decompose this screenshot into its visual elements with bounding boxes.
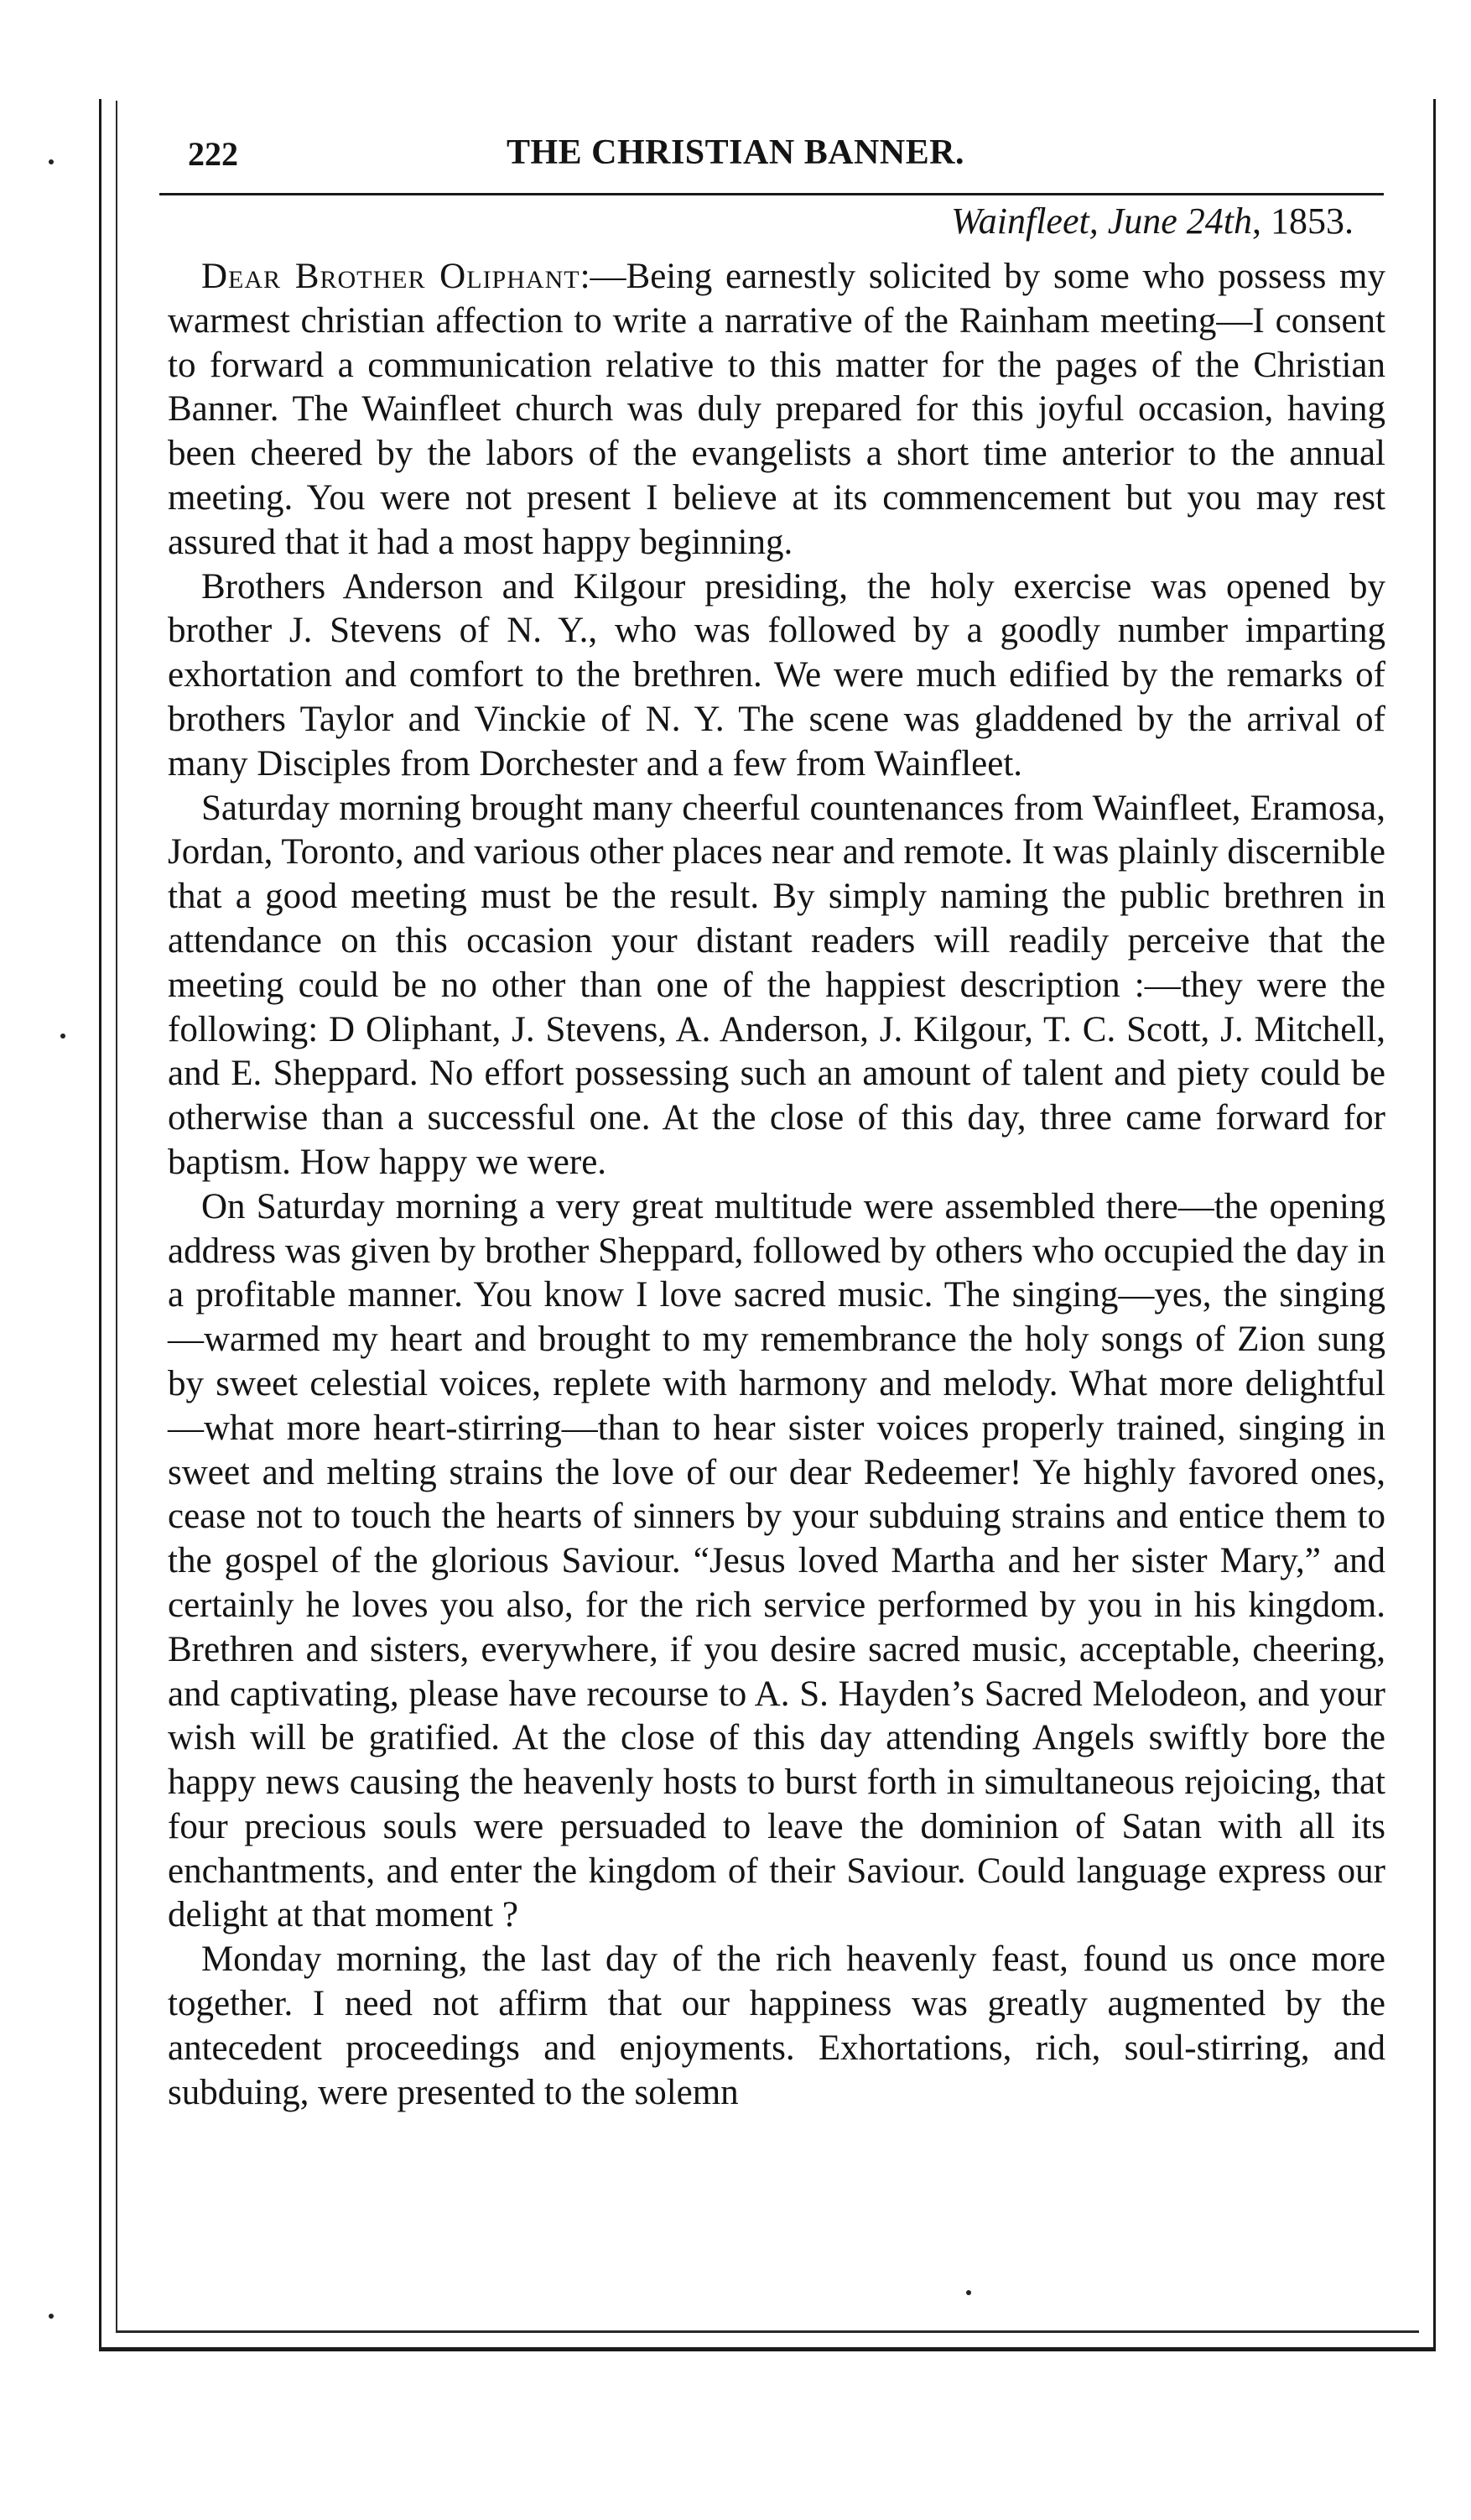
dateline [951,200,1354,242]
paragraph-3: Saturday morning brought many cheerful countenances from Wainfleet, Eramosa, Jordan, Toronto, and various other places near and remote. It was plainly discernible that a good meeting must be the result. By simply naming the public brethren in attendance on this occasion your distant readers will readily perceive that the meeting could be no other than one of the happiest description :—they were the following: D Oliphant, J. Stevens, A. Anderson, J. Kilgour, T. C. Scott, J. Mitchell, and E. Sheppard. No effort possessing such an amount of talent and piety could be otherwise than a successful one. At the close of this day, three came forward for baptism. How happy we were. [168,788,1385,1182]
salutation: Dear Brother Oliphant [201,257,580,296]
paragraph-5: Monday morning, the last day of the rich heavenly feast, found us once more together. I need not affirm that our happiness was greatly augmented by the antecedent proceedings and enjoyments. Exhortations, rich, soul-stirring, and subduing, were presented to the solemn [168,1939,1385,2112]
letter-body [168,255,1385,2115]
running-title: THE CHRISTIAN BANNER. [506,133,965,172]
salutation-punctuation: :— [580,257,626,296]
dateline-year: 1853. [1261,200,1354,242]
paragraph-1-text: Being earnestly solicited by some who possess my warmest christian affection to write a narrative of the Rainham meeting—I consent to forward a communication relative to this matter for the pages of the Christian Banner. The Wainfleet church was duly prepared for this joyful occasion, having been cheered by the labors of the evangelists a short time anterior to the annual meeting. You were not present I believe at its commencement but you may rest assured that it had a most happy beginning. [168,257,1385,562]
scan-speck [60,1034,65,1039]
scan-speck [49,159,54,164]
scan-speck [966,2290,971,2295]
scan-speck [49,2314,54,2319]
paragraph-1 [168,255,1385,565]
paragraph-2: Brothers Anderson and Kilgour presiding, the holy exercise was opened by brother J. Stevens of N. Y., who was followed by a goodly number imparting exhortation and comfort to the brethren. We were much edified by the remarks of brothers Taylor and Vinckie of N. Y. The scene was gladdened by the arrival of many Disciples from Dorchester and a few from Wainfleet. [168,566,1385,784]
dateline-separator: , [1252,200,1261,242]
header-rule [159,193,1384,195]
paragraph-4: On Saturday morning a very great multitude were assembled there—the opening address was given by brother Sheppard, followed by others who occupied the day in a profitable manner. You know I love sacred music. The singing—yes, the singing—warmed my heart and brought to my remembrance the holy songs of Zion sung by sweet celestial voices, replete with harmony and melody. What more delightful—what more heart-stirring—than to hear sister voices properly trained, singing in sweet and melting strains the love of our dear Redeemer! Ye highly favored ones, cease not to touch the hearts of sinners by your subduing strains and entice them to the gospel of the glorious Saviour. “Jesus loved Martha and her sister Mary,” and certainly he loves you also, for the rich service performed by you in his kingdom. Brethren and sisters, everywhere, if you desire sacred music, acceptable, cheering, and captivating, please have recourse to A. S. Hayden’s Sacred Melodeon, and your wish will be gratified. At the close of this day attending Angels swiftly bore the happy news causing the heavenly hosts to burst forth in simultaneous rejoicing, that four precious souls were persuaded to leave the dominion of Satan with all its enchantments, and enter the kingdom of their Saviour. Could language express our delight at that moment ? [168,1186,1385,1935]
dateline-place: Wainfleet, June 24th [951,200,1252,242]
page-number: 222 [188,135,238,173]
